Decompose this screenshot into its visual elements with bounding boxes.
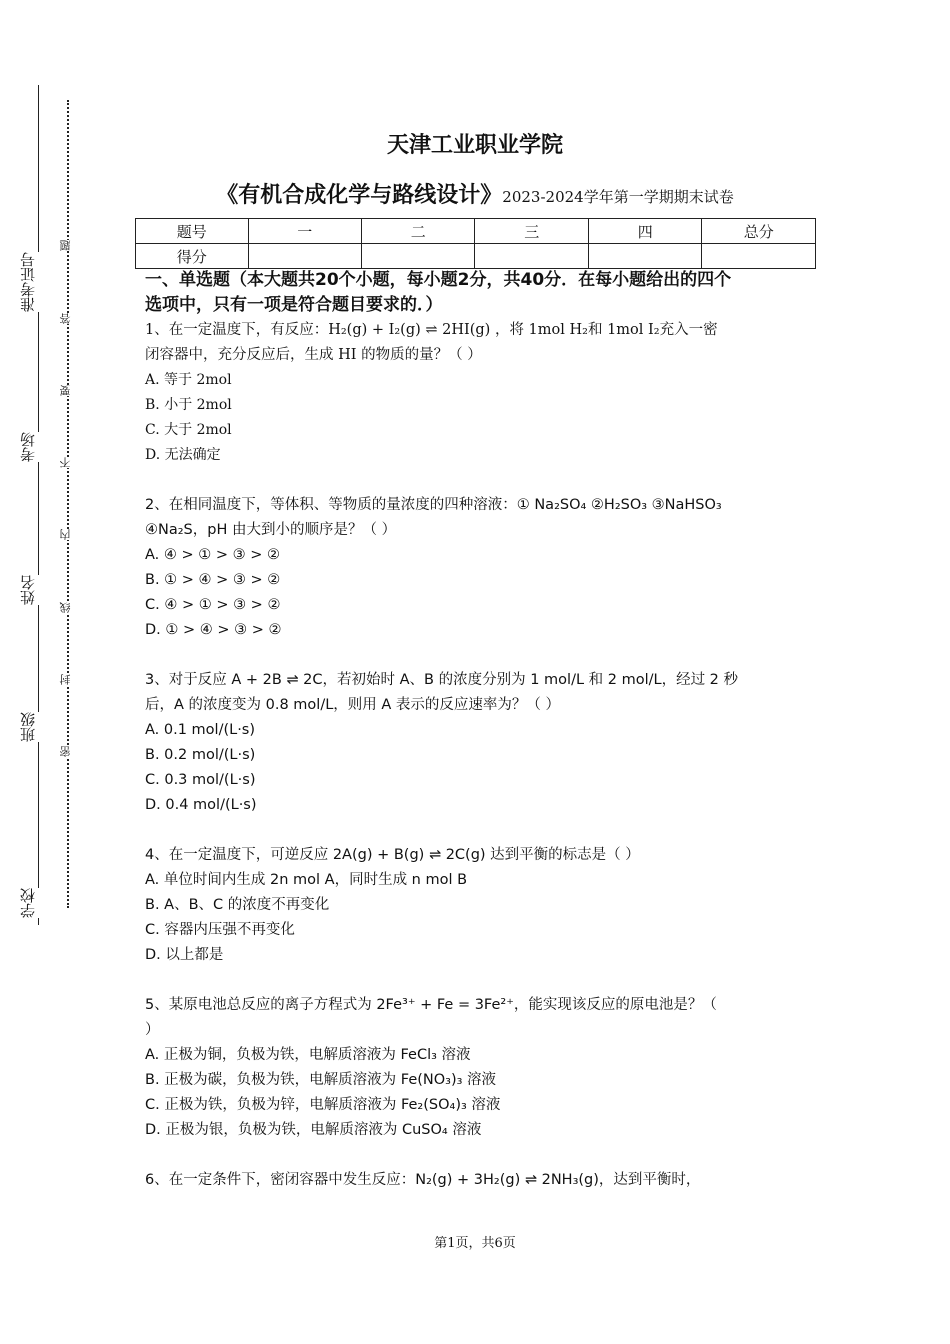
score-cell: 三 — [475, 219, 588, 244]
question-option: D. 无法确定 — [145, 447, 221, 463]
seal-char: 线 — [60, 602, 76, 613]
label-school: 学校 — [20, 888, 50, 918]
label-exam-number: 准考证号 — [20, 252, 50, 312]
score-input-cell — [361, 244, 474, 269]
question-stem: 后，A 的浓度变为 0.8 mol/L，则用 A 表示的反应速率为？（ ） — [145, 697, 561, 713]
score-table — [135, 218, 816, 269]
score-input-cell — [702, 244, 816, 269]
question-option: A. 正极为铜，负极为铁，电解质溶液为 FeCl₃ 溶液 — [145, 1047, 471, 1063]
seal-char: 答 — [60, 313, 76, 324]
seal-char: 内 — [60, 529, 76, 540]
question-option: A. 单位时间内生成 2n mol A，同时生成 n mol B — [145, 872, 468, 888]
score-table-score-row — [136, 244, 816, 269]
score-input-cell — [475, 244, 588, 269]
question-option: B. 正极为碳，负极为铁，电解质溶液为 Fe(NO₃)₃ 溶液 — [145, 1072, 497, 1088]
page-footer: 第1页，共6页 — [434, 1236, 516, 1251]
question-option: C. ④ > ① > ③ > ② — [145, 597, 281, 613]
section-heading: 选项中，只有一项是符合题目要求的．） — [145, 295, 443, 315]
question-stem: 6、在一定条件下，密闭容器中发生反应：N₂(g) + 3H₂(g) ⇌ 2NH₃(g)，达到平衡时， — [145, 1172, 701, 1188]
label-exam-room: 考场 — [20, 432, 50, 462]
label-class: 班级 — [20, 712, 50, 742]
score-table-header-row — [136, 219, 816, 244]
question-option: B. 小于 2mol — [145, 397, 232, 413]
seal-char: 要 — [60, 385, 76, 396]
seal-char: 不 — [60, 457, 76, 468]
question-stem: 2、在相同温度下，等体积、等物质的量浓度的四种溶液：① Na₂SO₄ ②H₂SO₃ ③NaHSO₃ — [145, 497, 722, 513]
score-cell: 总分 — [702, 219, 816, 244]
question-option: C. 正极为铁，负极为锌，电解质溶液为 Fe₂(SO₄)₃ 溶液 — [145, 1097, 501, 1113]
question-stem: ④Na₂S，pH 由大到小的顺序是？（ ） — [145, 522, 397, 538]
score-cell: 得分 — [136, 244, 249, 269]
seal-dotted-line — [67, 100, 69, 908]
question-stem: 5、某原电池总反应的离子方程式为 2Fe³⁺ + Fe = 3Fe²⁺，能实现该反应的原电池是？（ — [145, 997, 717, 1013]
question-stem: 1、在一定温度下，有反应：H₂(g) + I₂(g) ⇌ 2HI(g) ，将 1mol H₂和 1mol I₂充入一密 — [145, 322, 718, 338]
seal-char: 题 — [60, 240, 76, 251]
score-input-cell — [588, 244, 701, 269]
question-option: C. 大于 2mol — [145, 422, 232, 438]
score-input-cell — [248, 244, 361, 269]
question-option: A. 等于 2mol — [145, 372, 232, 388]
score-cell: 二 — [361, 219, 474, 244]
question-option: B. A、B、C 的浓度不再变化 — [145, 897, 330, 913]
section-heading: 一、单选题（本大题共20个小题，每小题2分，共40分．在每小题给出的四个 — [145, 270, 732, 290]
question-stem: 4、在一定温度下，可逆反应 2A(g) + B(g) ⇌ 2C(g) 达到平衡的标志是（ ） — [145, 847, 640, 863]
question-content — [145, 268, 813, 1193]
question-option: D. 0.4 mol/(L·s) — [145, 797, 257, 813]
question-option: B. 0.2 mol/(L·s) — [145, 747, 256, 763]
score-cell: 四 — [588, 219, 701, 244]
question-option: D. 正极为银，负极为铁，电解质溶液为 CuSO₄ 溶液 — [145, 1122, 482, 1138]
question-stem: 闭容器中，充分反应后，生成 HI 的物质的量？（ ） — [145, 347, 482, 363]
score-cell: 一 — [248, 219, 361, 244]
label-name: 姓名 — [20, 575, 50, 605]
question-option: D. 以上都是 — [145, 947, 224, 963]
question-option: C. 容器内压强不再变化 — [145, 922, 295, 938]
binding-solid-line — [38, 85, 39, 925]
score-cell: 题号 — [136, 219, 249, 244]
seal-char: 密 — [60, 746, 76, 757]
course-title: 《有机合成化学与路线设计》 — [216, 183, 503, 208]
question-stem: 3、对于反应 A + 2B ⇌ 2C，若初始时 A、B 的浓度分别为 1 mol/L 和 2 mol/L，经过 2 秒 — [145, 672, 739, 688]
school-name: 天津工业职业学院 — [386, 133, 563, 158]
question-option: A. 0.1 mol/(L·s) — [145, 722, 256, 738]
question-option: B. ① > ④ > ③ > ② — [145, 572, 281, 588]
question-option: A. ④ > ① > ③ > ② — [145, 547, 280, 563]
question-option: D. ① > ④ > ③ > ② — [145, 622, 282, 638]
question-stem: ） — [145, 1022, 160, 1038]
term-text: 2023-2024学年第一学期期末试卷 — [502, 188, 734, 206]
question-option: C. 0.3 mol/(L·s) — [145, 772, 256, 788]
seal-char: 封 — [60, 674, 76, 685]
exam-title — [0, 178, 950, 209]
